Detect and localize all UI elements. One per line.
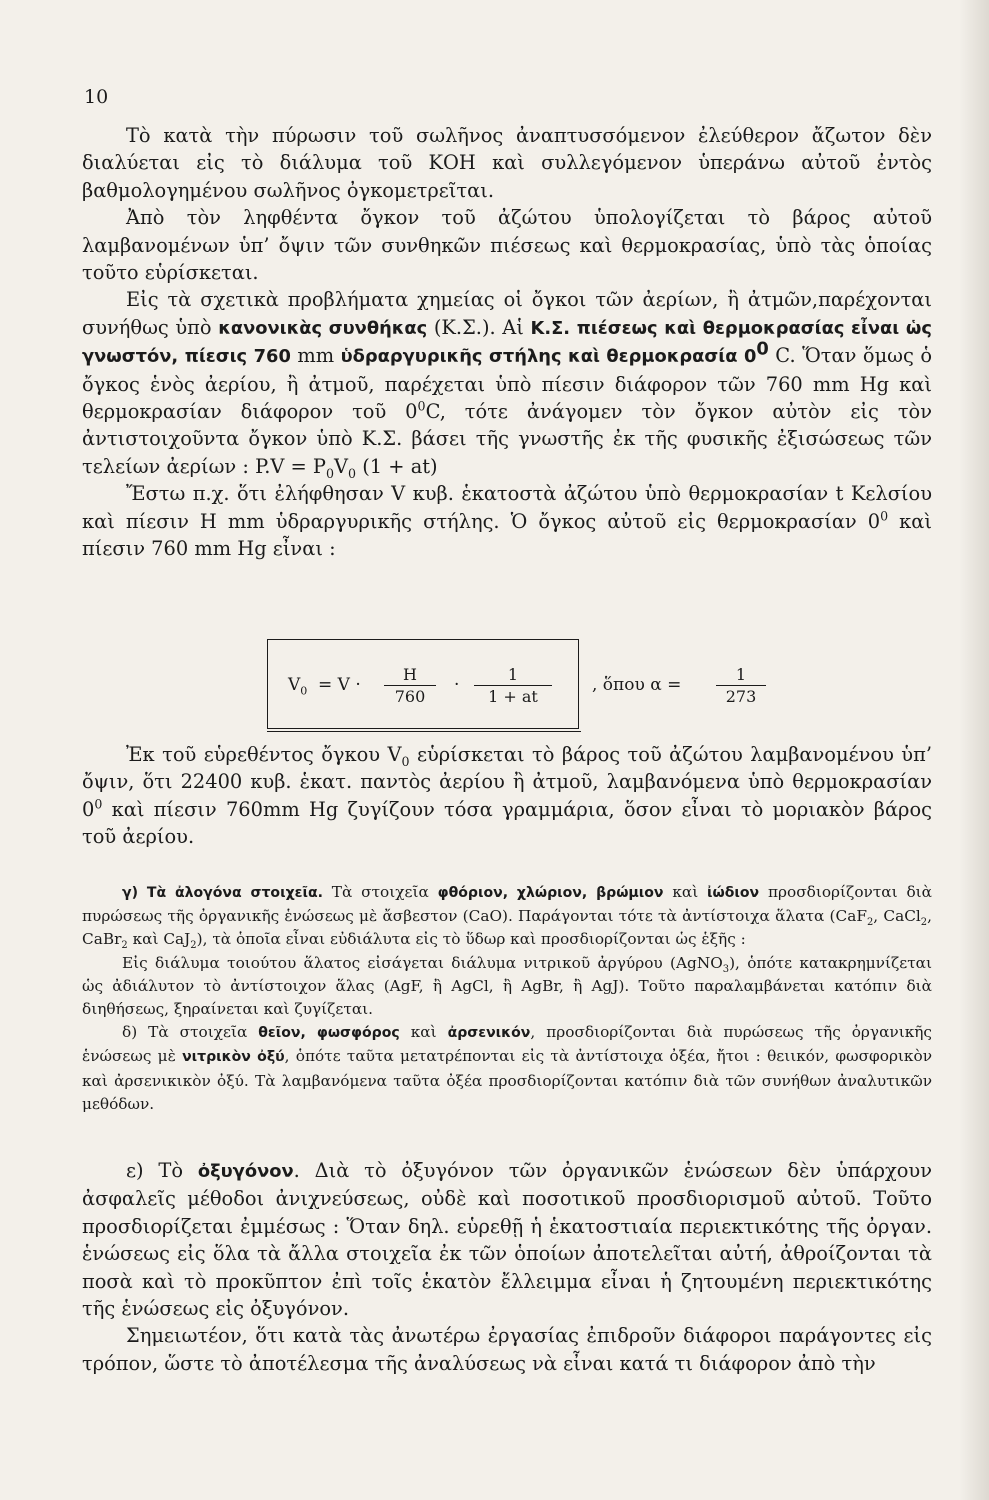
- formula-equals: = V ·: [318, 675, 361, 695]
- paragraph-note: Σημειωτέον, ὅτι κατὰ τὰς ἀνωτέρω ἐργασίας ἐπιδροῦν διάφοροι παράγοντες εἰς τρόπον, ὥστε τὸ ἀποτέλεσμα τῆς ἀναλύσεως νὰ εἶναι κατά τι διάφορον ἀπὸ τὴν: [82, 1324, 932, 1375]
- small-text-block: [82, 881, 932, 1116]
- paragraph-molar-weight: Ἐκ τοῦ εὑρεθέντος ὄγκου $V_0$ εὑρίσκεται τὸ βάρος τοῦ ἀζώτου λαμβανομένου ὑπ’ ὄψιν, ὅτι 22400 κυβ. ἑκατ. παντὸς ἀερίου ἢ ἀτμοῦ, λαμβανόμενα ὑπὸ θερμοκρασίαν $0^0$ καὶ πίεσιν 760mm Hg ζυγίζουν τόσα γραμμάρια, ὅσον εἶναι τὸ μοριακὸν βάρος τοῦ ἀερίου.: [82, 743, 932, 849]
- formula-dot: ·: [454, 675, 460, 695]
- page-number: 10: [84, 86, 109, 108]
- upper-text-block: [82, 122, 932, 563]
- formula-underline: [267, 731, 581, 732]
- paragraph-halogens: γ) Τὰ ἀλογόνα στοιχεῖα. Τὰ στοιχεῖα φθόριον, χλώριον, βρώμιον καὶ ἰώδιον προσδιορίζονται διὰ πυρώσεως τῆς ὀργανικῆς ἑνώσεως μὲ ἄσβεστον (CaO). Παράγονται τότε τὰ ἀντίστοιχα ἅλατα (CaF$_2$, CaCl$_2$, CaBr$_2$ καὶ CaJ$_2$), τὰ ὁποῖα εἶναι εὐδιάλυτα εἰς τὸ ὕδωρ καὶ προσδιορίζονται ὡς ἑξῆς :: [82, 883, 932, 952]
- paragraph-sulfur-phosphorus: δ) Τὰ στοιχεῖα θεῖον, φωσφόρος καὶ ἀρσενικόν, προσδιορίζονται διὰ πυρώσεως τῆς ὀργανικῆς ἑνώσεως μὲ νιτρικὸν ὀξύ, ὁπότε ταῦτα μετατρέπονται εἰς τὰ ἀντίστοιχα ὀξέα, ἤτοι : θειικόν, φωσφορικὸν καὶ ἀρσενικικὸν ὀξύ. Τὰ λαμβανόμενα ταῦτα ὀξέα προσδιορίζονται κατόπιν διὰ τῶν συνήθων ἀναλυτικῶν μεθόδων.: [82, 1023, 932, 1113]
- fraction-1-over-273: 1 273: [716, 665, 766, 708]
- formula-lhs: $V_0$: [288, 675, 308, 698]
- paragraph-silver-nitrate: Εἰς διάλυμα τοιούτου ἅλατος εἰσάγεται διάλυμα νιτρικοῦ ἀργύρου (AgNO$_3$), ὁπότε κατακρημνίζεται ὡς ἀδιάλυτον τὸ ἀντίστοιχον ἅλας (AgF, ἢ AgCl, ἢ AgBr, ἢ AgJ). Τοῦτο παραλαμβάνεται κατόπιν διὰ διηθήσεως, ξηραίνεται καὶ ζυγίζεται.: [82, 953, 932, 1019]
- fraction-1-over-1-plus-at: 1 1 + at: [474, 665, 552, 708]
- formula-where: , ὅπου α =: [592, 675, 682, 695]
- paragraph-normal-conditions: Εἰς τὰ σχετικὰ προβλήματα χημείας οἱ ὄγκοι τῶν ἀερίων, ἢ ἀτμῶν,παρέχονται συνήθως ὑπὸ κανονικὰς συνθήκας (Κ.Σ.). Αἱ Κ.Σ. πιέσεως καὶ θερμοκρασίας εἶναι ὡς γνωστόν, πίεσις 760 mm ὑδραργυρικῆς στήλης καὶ θερμοκρασία $0^0$ C. Ὅταν ὅμως ὁ ὄγκος ἑνὸς ἀερίου, ἢ ἀτμοῦ, παρέχεται ὑπὸ πίεσιν διάφορον τῶν 760 mm Hg καὶ θερμοκρασίαν διάφορον τοῦ $0^0C$, τότε ἀνάγομεν τὸν ὄγκον αὐτὸν εἰς τὸν ἀντιστοιχοῦντα ὄγκον ὑπὸ Κ.Σ. βάσει τῆς γνωστῆς ἐκ τῆς φυσικῆς ἐξισώσεως τῶν τελείων ἀερίων : $P.V = P_0V_0$ (1 + at): [82, 288, 933, 481]
- paragraph-example: Ἔστω π.χ. ὅτι ἐλήφθησαν V κυβ. ἑκατοστὰ ἀζώτου ὑπὸ θερμοκρασίαν t Κελσίου καὶ πίεσιν Η mm ὑδραργυρικῆς στήλης. Ὁ ὄγκος αὐτοῦ εἰς θερμοκρασίαν $0^0$ καὶ πίεσιν 760 mm Hg εἶναι :: [82, 482, 933, 561]
- paragraph-nitrogen-collection: Τὸ κατὰ τὴν πύρωσιν τοῦ σωλῆνος ἀναπτυσσόμενον ἐλεύθερον ἄζωτον δὲν διαλύεται εἰς τὸ διάλυμα τοῦ ΚΟΗ καὶ συλλεγόμενον ὑπεράνω αὐτοῦ ἐντὸς βαθμολογημένου σωλῆνος ὀγκομετρεῖται.: [82, 124, 932, 202]
- paragraph-oxygen: ε) Τὸ ὀξυγόνον. Διὰ τὸ ὀξυγόνον τῶν ὀργανικῶν ἑνώσεων δὲν ὑπάρχουν ἀσφαλεῖς μέθοδοι ἀνιχνεύσεως, οὐδὲ καὶ ποσοτικοῦ προσδιορισμοῦ αὐτοῦ. Τοῦτο προσδιορίζεται ἐμμέσως : Ὅταν δηλ. εὑρεθῇ ἡ ἑκατοστιαία περιεκτικότης τῆς ὀργαν. ἑνώσεως εἰς ὅλα τὰ ἄλλα στοιχεῖα ἐκ τῶν ὁποίων ἀποτελεῖται αὐτή, ἀθροίζονται τὰ ποσὰ καὶ τὸ προκῦπτον ἐπὶ τοῖς ἑκατὸν ἔλλειμμα εἶναι ἡ ζητουμένη περιεκτικότης τῆς ἑνώσεως εἰς ὀξυγόνον.: [82, 1159, 933, 1321]
- page-gutter-shadow: [959, 0, 989, 1500]
- fraction-h-760: H 760: [384, 665, 436, 708]
- after-formula-block: [82, 741, 932, 851]
- paragraph-nitrogen-weight: Ἀπὸ τὸν ληφθέντα ὄγκον τοῦ ἀζώτου ὑπολογίζεται τὸ βάρος αὐτοῦ λαμβανομένων ὑπ’ ὄψιν τῶν συνθηκῶν πιέσεως καὶ θερμοκρασίας, ὑπὸ τὰς ὁποίας τοῦτο εὑρίσκεται.: [82, 206, 932, 285]
- lower-text-block: [82, 1157, 932, 1377]
